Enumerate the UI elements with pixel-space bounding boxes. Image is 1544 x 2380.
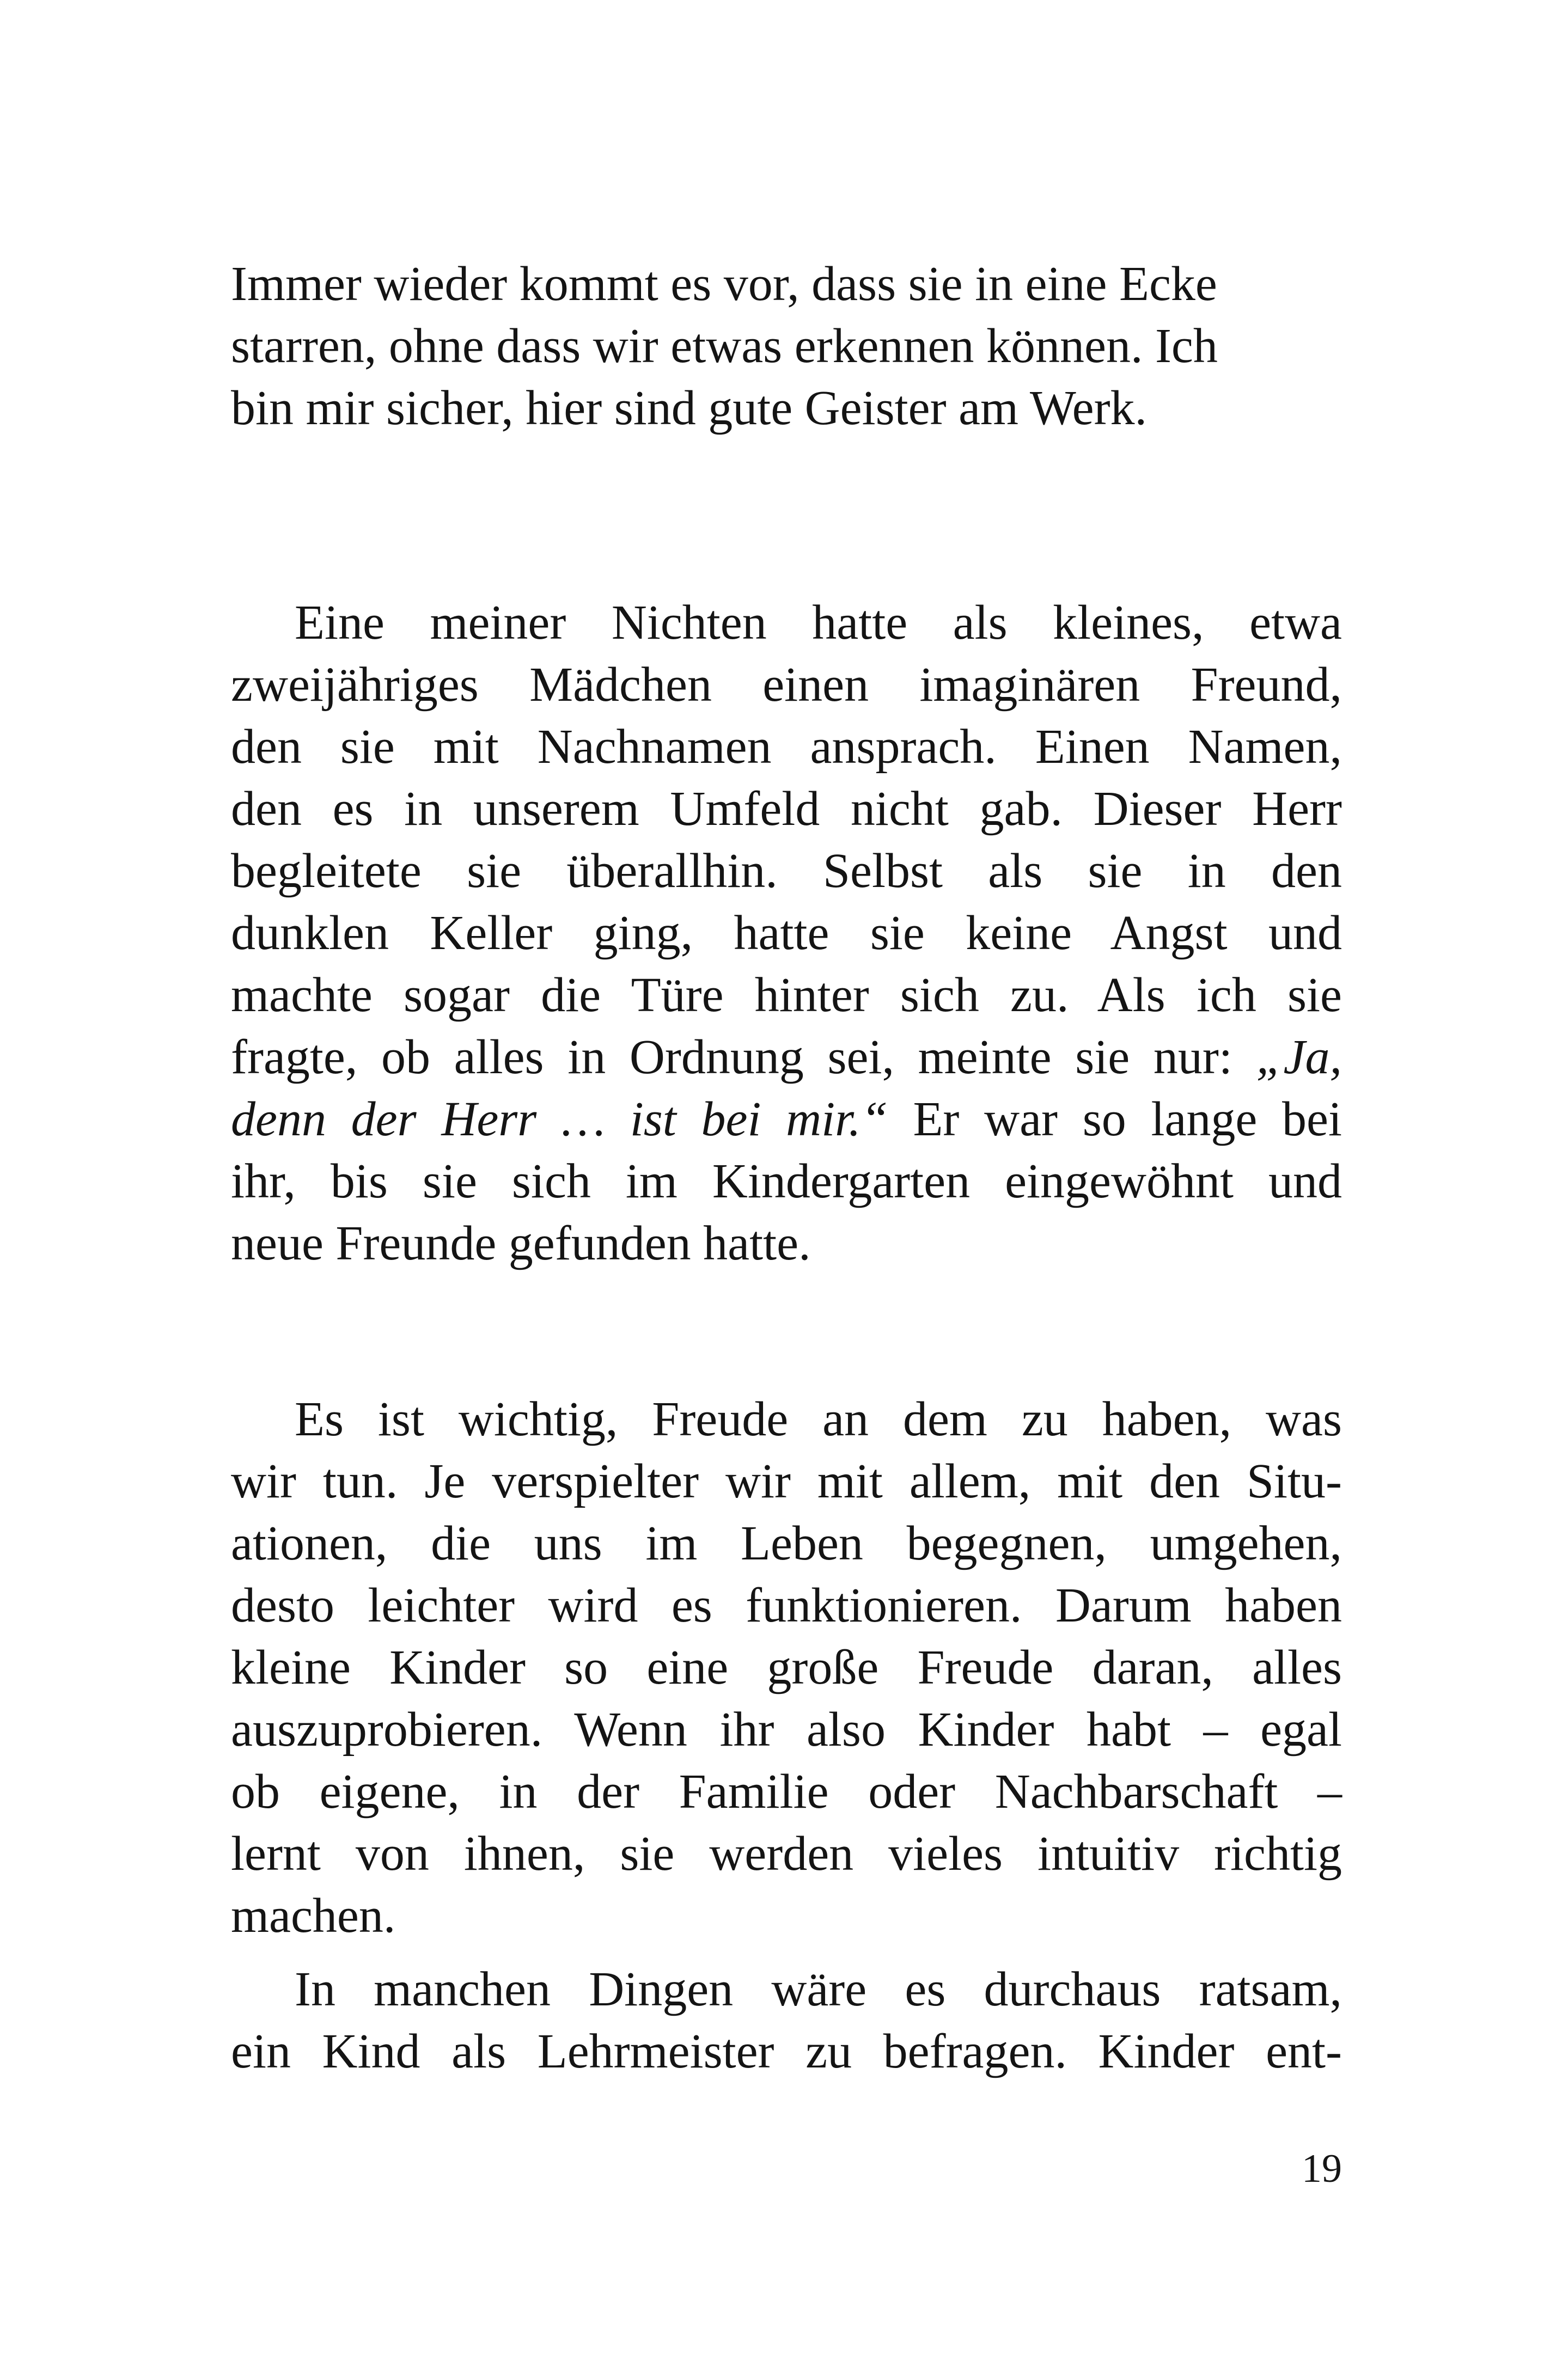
text-line: lernt von ihnen, sie werden vieles intuitiv richtig [231, 1827, 1342, 1881]
text-line: Es ist wichtig, Freude an dem zu haben, was [295, 1392, 1342, 1446]
text-line: kleine Kinder so eine große Freude daran, alles [231, 1641, 1342, 1694]
text-line: ihr, bis sie sich im Kindergarten eingewöhnt und [231, 1154, 1342, 1208]
text-line: dunklen Keller ging, hatte sie keine Angst und [231, 906, 1342, 960]
text-line: Eine meiner Nichten hatte als kleines, etwa [295, 596, 1342, 650]
text-line: den es in unserem Umfeld nicht gab. Dieser Herr [231, 782, 1342, 836]
text-line: desto leichter wird es funktionieren. Darum haben [231, 1578, 1342, 1632]
text-line: bin mir sicher, hier sind gute Geister am Werk. [231, 381, 1148, 435]
text-line: machen. [231, 1889, 396, 1943]
text-line: wir tun. Je verspielter wir mit allem, mit den Situ- [231, 1454, 1342, 1508]
text-line: begleitete sie überallhin. Selbst als sie in den [231, 844, 1342, 898]
quoted-speech: denn der Herr … ist bei mir.“ [231, 1092, 888, 1146]
text-line: zweijähriges Mädchen einen imaginären Freund, [231, 658, 1342, 712]
text-line: ob eigene, in der Familie oder Nachbarschaft – [231, 1765, 1342, 1819]
text-segment: Er war so lange bei [888, 1092, 1342, 1146]
page-number: 19 [1302, 2146, 1342, 2191]
text-line: ein Kind als Lehrmeister zu befragen. Kinder ent- [231, 2024, 1342, 2078]
text-line: neue Freunde gefunden hatte. [231, 1216, 811, 1270]
text-line [231, 1088, 1342, 1151]
text-line: den sie mit Nachnamen ansprach. Einen Namen, [231, 720, 1342, 774]
text-line: ationen, die uns im Leben begegnen, umgehen, [231, 1516, 1342, 1570]
text-line: starren, ohne dass wir etwas erkennen können. Ich [231, 319, 1218, 373]
text-line: In manchen Dingen wäre es durchaus ratsam, [295, 1962, 1342, 2016]
text-line: machte sogar die Türe hinter sich zu. Als ich sie [231, 968, 1342, 1022]
text-line [231, 1026, 1342, 1088]
quoted-speech: „Ja, [1256, 1030, 1342, 1084]
text-line: auszuprobieren. Wenn ihr also Kinder habt – egal [231, 1703, 1342, 1757]
text-line: Immer wieder kommt es vor, dass sie in eine Ecke [231, 257, 1217, 311]
text-segment: fragte, ob alles in Ordnung sei, meinte sie nur: [231, 1030, 1256, 1084]
